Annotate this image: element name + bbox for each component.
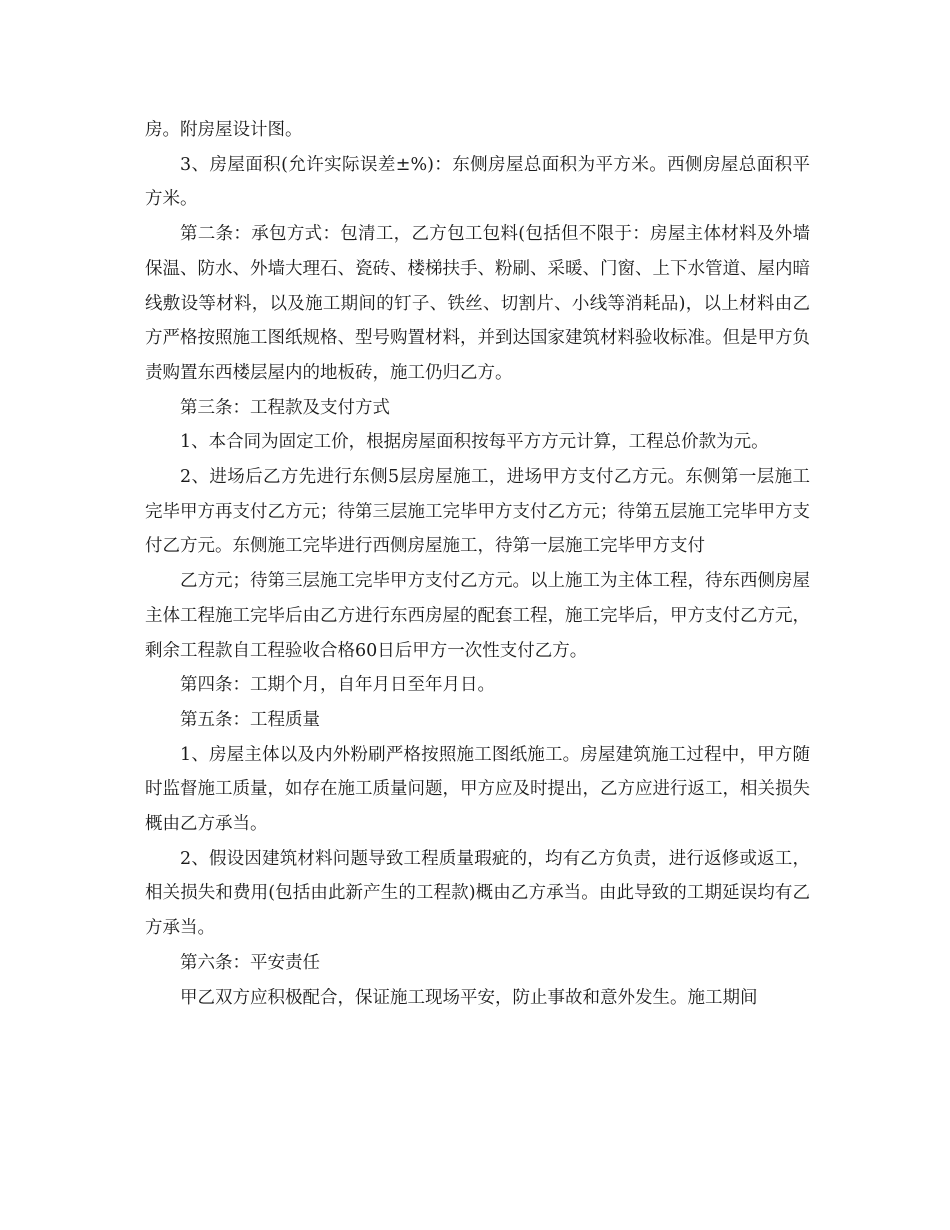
document-body	[145, 113, 810, 1015]
paragraph: 第二条：承包方式：包清工，乙方包工包料(包括但不限于：房屋主体材料及外墙保温、防水、外墙大理石、瓷砖、楼梯扶手、粉刷、采暖、门窗、上下水管道、屋内暗线敷设等材料，以及施工期间的钉子、铁丝、切割片、小线等消耗品)，以上材料由乙方严格按照施工图纸规格、型号购置材料，并到达国家建筑材料验收标准。但是甲方负责购置东西楼层屋内的地板砖，施工仍归乙方。	[145, 224, 810, 383]
section-heading: 第三条：工程款及支付方式	[180, 397, 390, 418]
paragraph: 房。附房屋设计图。	[145, 120, 303, 140]
paragraph: 2、假设因建筑材料问题导致工程质量瑕疵的，均有乙方负责，进行返修或返工，相关损失和费用(包括由此新产生的工程款)概由乙方承当。由此导致的工期延误均有乙方承当。	[145, 848, 810, 939]
paragraph: 第四条：工期个月，自年月日至年月日。	[180, 675, 495, 696]
paragraph: 乙方元；待第三层施工完毕甲方支付乙方元。以上施工为主体工程，待东西侧房屋主体工程施工完毕后由乙方进行东西房屋的配套工程，施工完毕后，甲方支付乙方元，剩余工程款自工程验收合格60日后甲方一次性支付乙方。	[145, 571, 810, 661]
paragraph: 1、本合同为固定工价，根据房屋面积按每平方方元计算，工程总价款为元。	[180, 432, 769, 453]
section-heading: 第五条：工程质量	[180, 709, 320, 730]
paragraph: 1、房屋主体以及内外粉刷严格按照施工图纸施工。房屋建筑施工过程中，甲方随时监督施工质量，如存在施工质量问题，甲方应及时提出，乙方应进行返工，相关损失概由乙方承当。	[145, 744, 810, 835]
section-heading: 第六条：平安责任	[180, 952, 320, 973]
paragraph: 3、房屋面积(允许实际误差±%)：东侧房屋总面积为平方米。西侧房屋总面积平方米。	[145, 154, 810, 210]
paragraph: 2、进场后乙方先进行东侧5层房屋施工，进场甲方支付乙方元。东侧第一层施工完毕甲方再支付乙方元；待第三层施工完毕甲方支付乙方元；待第五层施工完毕甲方支付乙方元。东侧施工完毕进行西侧房屋施工，待第一层施工完毕甲方支付	[145, 467, 810, 557]
paragraph: 甲乙双方应积极配合，保证施工现场平安，防止事故和意外发生。施工期间	[180, 987, 758, 1008]
